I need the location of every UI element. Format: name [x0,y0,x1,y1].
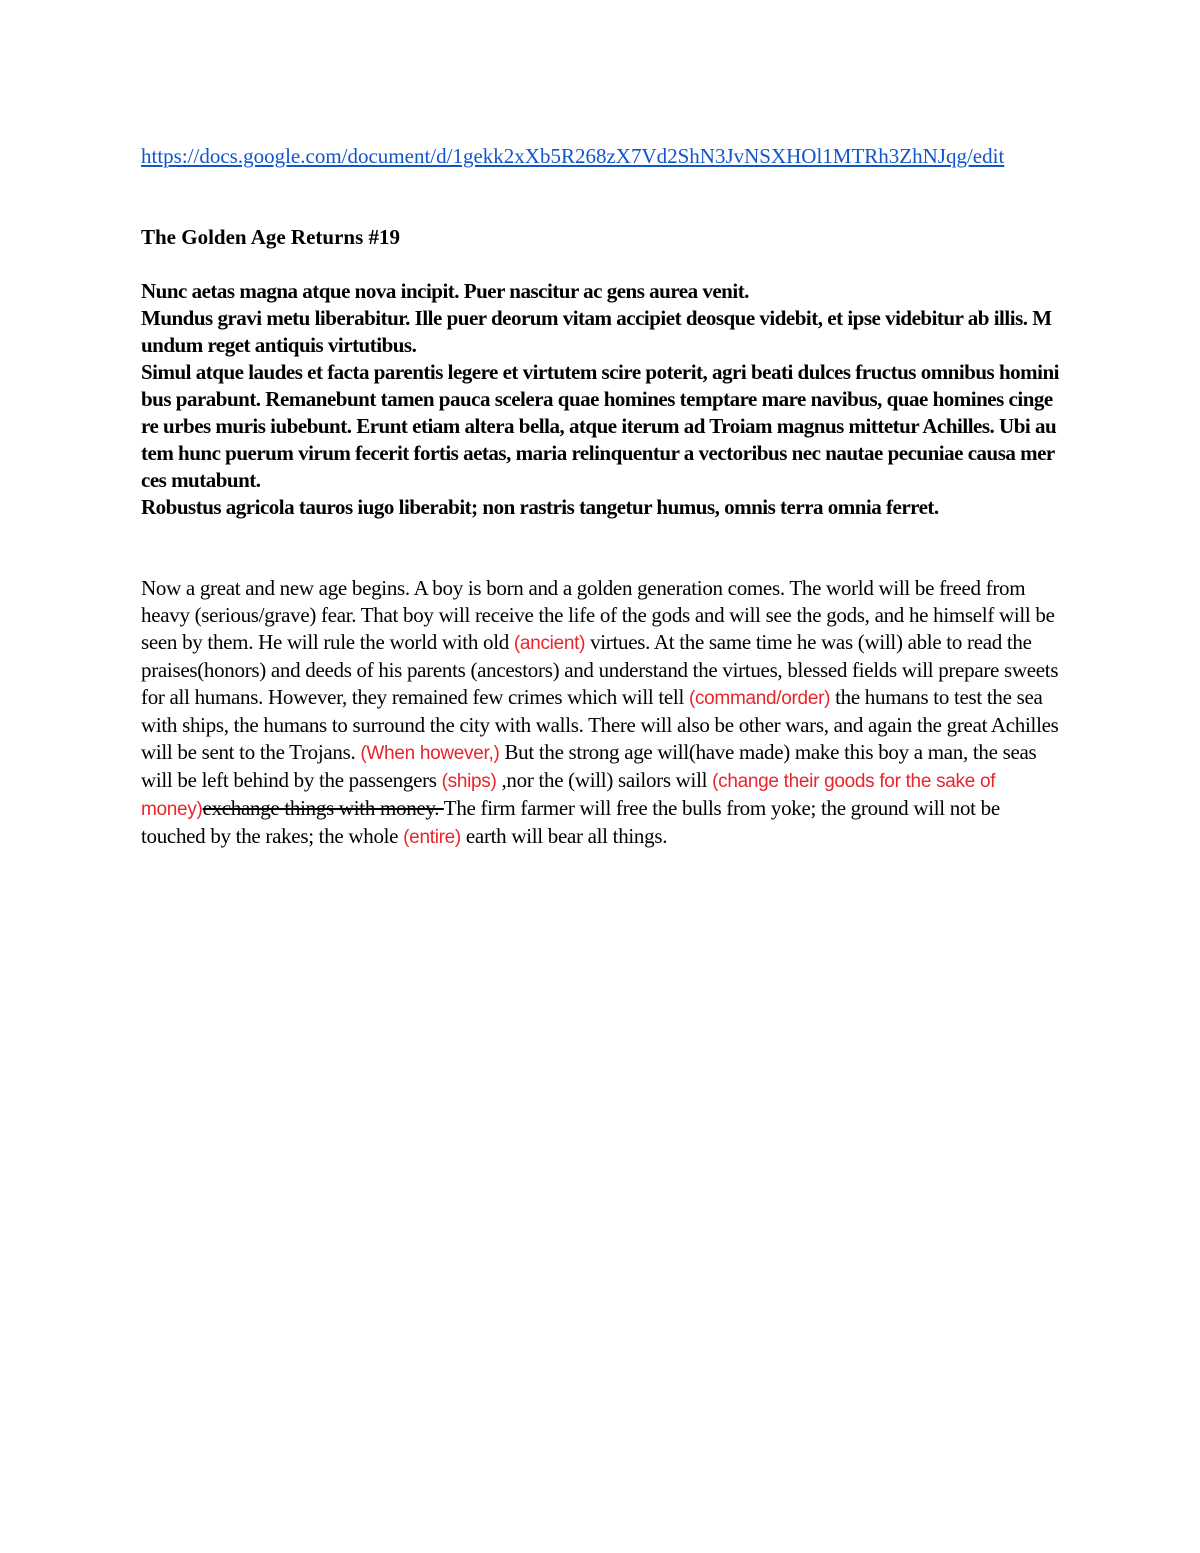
translation-text: The firm farmer will free the bulls from yoke; the ground will not be touched by the rakes; the whole [141,796,1000,848]
english-translation [141,575,1061,851]
google-docs-link[interactable]: https://docs.google.com/document/d/1gekk2xXb5R268zX7Vd2ShN3JvNSXHOl1MTRh3ZhNJqg/edit [141,144,1005,168]
annotation-ships: (ships) [441,771,497,792]
translation-text: earth will bear all things. [460,824,668,848]
annotation-ancient: (ancient) [513,633,586,654]
struck-through-text: exchange things with money. [202,796,444,820]
translation-text: Now a great and new age begins. A boy is born and a golden generation comes. The world will be freed from heavy (serious/grave) fear. That boy will receive the life of the gods and will see the gods, and he himself will be seen by them. He will rule the world with old [141,576,1055,654]
document-title: The Golden Age Returns #19 [141,225,401,249]
latin-line: Nunc aetas magna atque nova incipit. Puer nascitur ac gens aurea venit. [141,279,749,303]
latin-passage [141,278,1061,521]
translation-text: virtues. At the same time he was (will) able to read the praises(honors) and deeds of his parents (ancestors) and understand the virtues, blessed fields will prepare sweets for all humans. However, they remained few crimes which will tell [141,630,1059,709]
annotation-command-order: (command/order) [688,688,831,709]
latin-line: Simul atque laudes et facta parentis legere et virtutem scire poterit, agri beati dulces fructus omnibus hominibus parabunt. Remanebunt tamen pauca scelera quae homines temptare mare navibus, quae homines cingere urbes muris iubebunt. Erunt etiam altera bella, atque iterum ad Troiam magnus mittetur Achilles. Ubi autem hunc puerum virum fecerit fortis aetas, maria relinquentur a vectoribus nec nautae pecuniae causa merces mutabunt. [141,360,1059,492]
annotation-change-goods: (change their goods for the sake of money) [141,771,996,820]
annotation-entire: (entire) [403,827,461,848]
latin-line: Mundus gravi metu liberabitur. Ille puer deorum vitam accipiet deosque videbit, et ipse videbitur ab illis. Mundum reget antiquis virtutibus. [141,306,1052,357]
translation-text: ,nor the (will) sailors will [496,768,713,792]
annotation-when-however: (When however,) [360,743,500,764]
latin-line: Robustus agricola tauros iugo liberabit; non rastris tangetur humus, omnis terra omnia ferret. [141,495,939,519]
document-body [141,143,1061,851]
translation-text: the humans to test the sea with ships, the humans to surround the city with walls. There will also be other wars, and again the great Achilles will be sent to the Trojans. [141,685,1059,764]
translation-text: But the strong age will(have made) make this boy a man, the seas will be left behind by the passengers [141,740,1037,792]
